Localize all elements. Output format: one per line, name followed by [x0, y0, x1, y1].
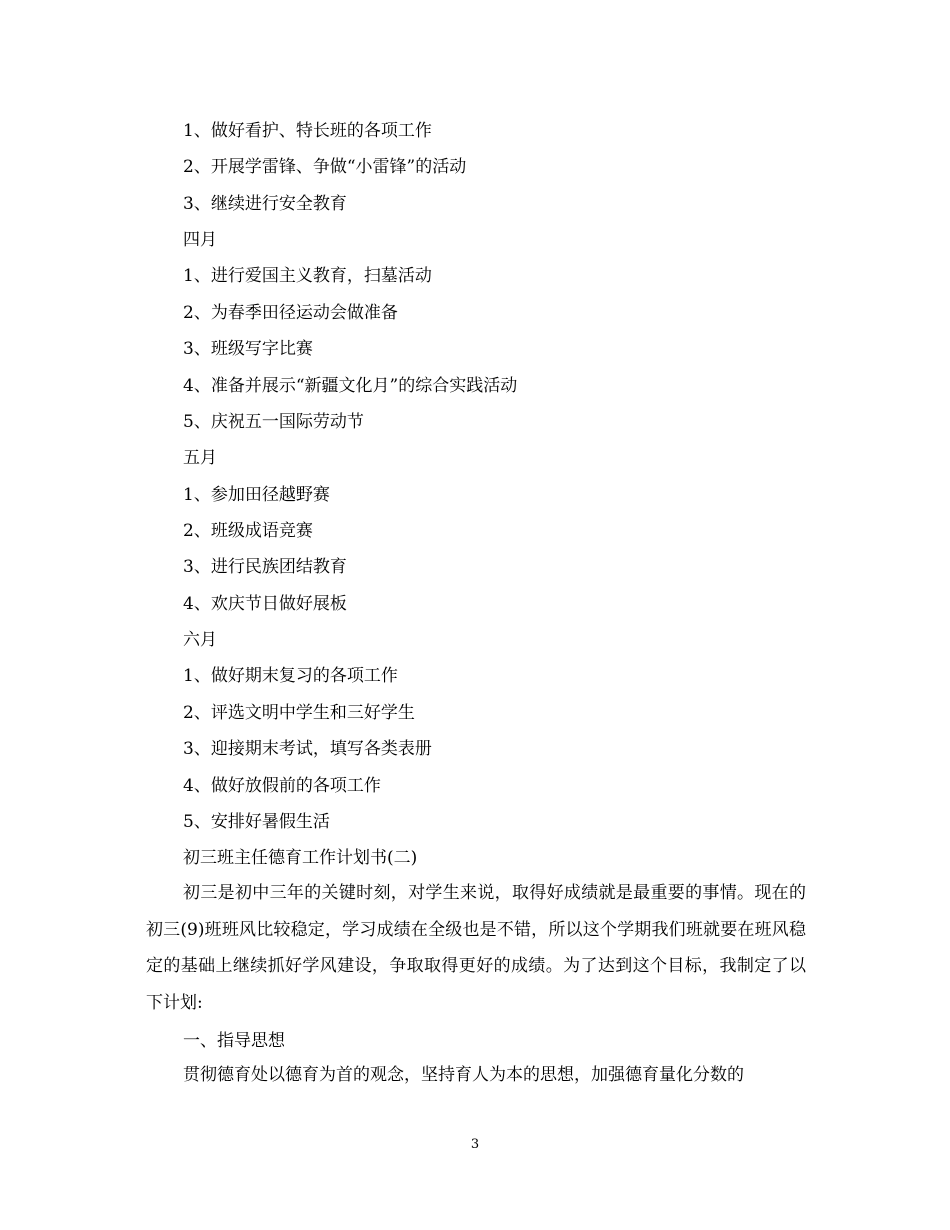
june-item-1: 1、做好期末复习的各项工作: [183, 666, 398, 686]
june-item-3: 3、迎接期末考试，填写各类表册: [183, 739, 432, 759]
may-heading: 五月: [183, 448, 217, 468]
june-item-4: 4、做好放假前的各项工作: [183, 776, 381, 796]
april-item-3: 3、班级写字比赛: [183, 339, 313, 359]
page-number: 3: [470, 1137, 480, 1152]
guiding-paragraph: 贯彻德育处以德育为首的观念，坚持育人为本的思想，加强德育量化分数的: [183, 1065, 744, 1085]
may-item-4: 4、欢庆节日做好展板: [183, 594, 347, 614]
subheading-guiding-thought: 一、指导思想: [183, 1031, 285, 1051]
june-item-5: 5、安排好暑假生活: [183, 812, 330, 832]
june-heading: 六月: [183, 630, 217, 650]
april-item-5: 5、庆祝五一国际劳动节: [183, 412, 364, 432]
april-item-4: 4、准备并展示“新疆文化月”的综合实践活动: [183, 376, 518, 396]
march-item-3: 3、继续进行安全教育: [183, 194, 347, 214]
may-item-1: 1、参加田径越野赛: [183, 485, 330, 505]
april-item-1: 1、进行爱国主义教育，扫墓活动: [183, 266, 432, 286]
section-title: 初三班主任德育工作计划书(二): [183, 848, 418, 868]
march-item-1: 1、做好看护、特长班的各项工作: [183, 121, 432, 141]
april-heading: 四月: [183, 230, 217, 250]
may-item-3: 3、进行民族团结教育: [183, 557, 347, 577]
may-item-2: 2、班级成语竞赛: [183, 521, 313, 541]
april-item-2: 2、为春季田径运动会做准备: [183, 303, 398, 323]
march-item-2: 2、开展学雷锋、争做“小雷锋”的活动: [183, 157, 467, 177]
intro-paragraph: 初三是初中三年的关键时刻，对学生来说，取得好成绩就是最重要的事情。现在的初三(9)班班风比较稳定，学习成绩在全级也是不错，所以这个学期我们班就要在班风稳定的基础上继续抓好学风建设，争取取得更好的成绩。为了达到这个目标，我制定了以下计划:: [146, 883, 806, 1013]
june-item-2: 2、评选文明中学生和三好学生: [183, 703, 415, 723]
